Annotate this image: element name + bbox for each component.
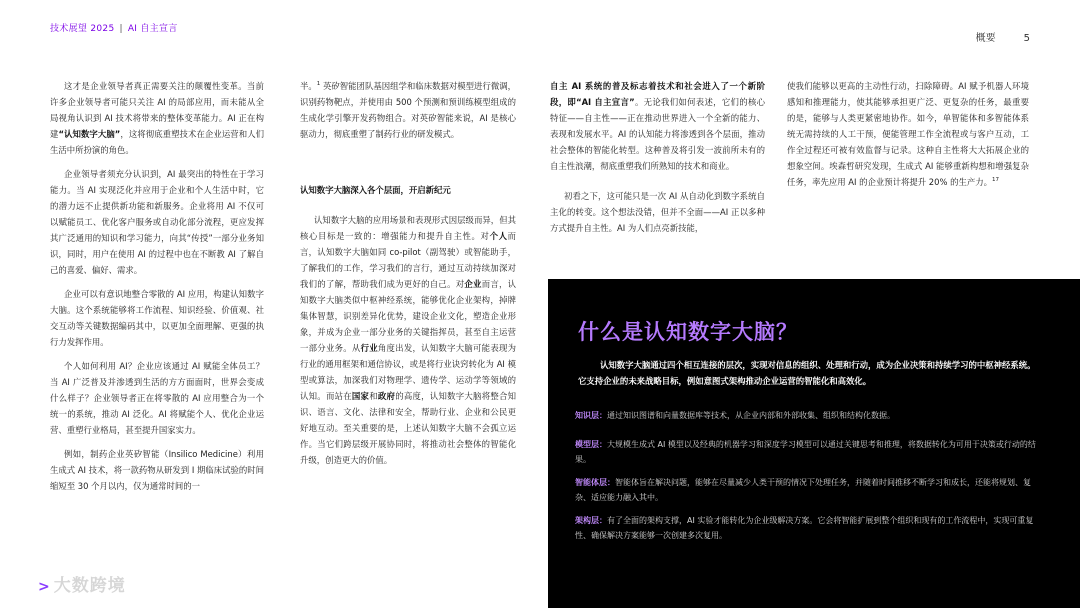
paragraph xyxy=(787,78,1029,190)
panel-title: 什么是认知数字大脑？ xyxy=(578,320,798,344)
text: 英矽智能团队基因组学和临床数据对模型进行微调，识别药物靶点，并使用由 500 个预测和预训练模型组成的生成化学引擎开发药物组合。对英矽智能来说，AI 是核心驱动力，彻底重塑了制药行业的研发模式。 xyxy=(300,81,516,139)
agent-layer xyxy=(575,475,1045,505)
text: 使我们能够以更高的主动性行动，扫除障碍。AI 赋予机器人环境感知和推理能力，使其能够承担更广泛、更复杂的任务，最重要的是，能够与人类更紧密地协作。如今，单智能体和多智能体系统无需持续的人工干预，便能管理工作全流程或与客户互动，工作全过程还可被有效监督与记录。这种自主性将大大拓展企业的想象空间。埃森哲研究发现，生成式 AI 能够重新构想和增强复杂任务，率先应用 AI 的企业预计将提升 20% 的生产力。 xyxy=(787,81,1029,187)
architecture-layer xyxy=(575,513,1045,543)
emphasis: 自主 AI 系统的普及标志着技术和社会进入了一个新阶段，即“AI 自主宣言” xyxy=(550,81,765,107)
paragraph: 企业可以有意识地整合零散的 AI 应用，构建认知数字大脑。这个系统能够将工作流程、知识经验、价值观、社交互动等关键数据编码其中，以更加全面理解、更强的执行力发挥作用。 xyxy=(50,289,264,347)
text: 而言，认知数字大脑类似中枢神经系统，能够优化企业架构，掉牌集体智慧，识别差异化优势，建设企业文化，塑造企业形象，并成为企业一部分业务的关键指挥员，甚至自主运营一部分业务。从 xyxy=(300,279,517,353)
page-label: 概要 xyxy=(975,33,996,44)
header-separator: | xyxy=(119,24,123,34)
watermark-text: 大数跨境 xyxy=(53,576,126,596)
layer-text: 智能体旨在解决问题，能够在尽量减少人类干预的情况下处理任务，并随着时间推移不断学习和成长，还能将规划、复杂、适应能力融入其中。 xyxy=(575,478,1031,502)
text: 角度出发，认知数字大脑可能表现为行业的通用框架和通信协议，或是将行业诀窍转化为 AI 模型或算法，加深我们对物理学、遗传学、运动学等领域的认知。而站在 xyxy=(300,343,517,401)
paragraph: 初看之下，这可能只是一次 AI 从自动化到数字系统自主化的转变。这个想法没错，但并不全面——AI 正以多种方式提升自主性。AI 为人们点亮新技能， xyxy=(550,191,765,233)
paragraph: 例如，制药企业英矽智能（Insilico Medicine）利用生成式 AI 技术，将一款药物从研发到 I 期临床试验的时间缩短至 30 个月以内，仅为通常时间的一 xyxy=(50,449,264,491)
text-column-4 xyxy=(787,78,1029,198)
layer-text: 有了全面的架构支撑，AI 实验才能转化为企业级解决方案。它会将智能扩展到整个组织和现有的工作流程中，实现可重复性、确保解决方案能够一次创建多次复用。 xyxy=(575,516,1034,540)
page-number: 5 xyxy=(1023,33,1030,44)
paragraph xyxy=(300,212,516,468)
layer-name: 架构层： xyxy=(575,516,607,525)
text: ，这将彻底重塑技术在企业运营和人们生活中所扮演的角色。 xyxy=(50,129,265,155)
paragraph: 企业领导者须充分认识到，AI 最突出的特性在于学习能力。当 AI 实现泛化并应用于企业和个人生活中时，它的潜力远不止提供新功能和新服务。企业将用 AI 不仅可以赋能员工、优化客户服务或自动化部分流程，更应发挥其广泛通用的知识和学习能力，向其“传授”一部分业务知识，同时，用户在使用 AI 的过程中也在不断教 AI 了解自己的喜爱、偏好、需求。 xyxy=(50,169,264,275)
layer-name: 知识层： xyxy=(575,411,607,420)
emphasis: 个人 xyxy=(489,231,508,241)
paragraph xyxy=(550,78,765,174)
section-title: AI 自主宣言 xyxy=(127,24,178,34)
text: 。无论我们如何表述，它们的核心特征——自主性——正在推动世界进入一个全新的能力、表现和发展水平。AI 的认知能力将渗透到各个层面，推动社会整体的智能化转型。这种普及将引发一波前所未有的自主性浪潮，彻底重塑我们所熟知的技术和商业。 xyxy=(550,97,766,171)
emphasis: 企业 xyxy=(464,279,482,289)
layer-name: 智能体层： xyxy=(575,478,615,487)
text: 认知数字大脑的应用场景和表现形式因层级而异，但其核心目标是一致的：增强能力和提升自主性。对 xyxy=(300,215,516,241)
text-column-3 xyxy=(550,78,765,244)
text: 的高度，认知数字大脑将整合知识、语言、文化、法律和安全，帮助行业、企业和公民更好地互动。至关重要的是，上述认知数字大脑不会孤立运作。当它们跨层级开展协同时，将推动社会整体的智能化升级，创造更大的价值。 xyxy=(300,391,517,465)
page-indicator xyxy=(976,29,1030,44)
text: 半。 xyxy=(300,81,317,91)
panel-intro: 认知数字大脑通过四个相互连接的层次，实现对信息的组织、处理和行动，成为企业决策和持续学习的中枢神经系统。它支持企业的未来战略目标，例如意图式架构推动企业运营的智能化和高效化。 xyxy=(578,360,1036,386)
paragraph xyxy=(50,78,264,158)
layer-name: 模型层： xyxy=(575,440,607,449)
text: 而言，认知数字大脑如同 co-pilot（副驾驶）或智能助手，了解我们的工作，学习我们的言行，通过互动持续加深对我们的了解，帮助我们成为更好的自己。对 xyxy=(300,231,517,289)
section-heading: 认知数字大脑深入各个层面，开启新纪元 xyxy=(300,185,451,195)
footnote-ref[interactable]: 17 xyxy=(991,177,999,184)
report-title: 技术展望 2025 xyxy=(50,24,115,34)
emphasis: 政府 xyxy=(377,391,396,401)
emphasis: “认知数字大脑” xyxy=(58,129,121,139)
model-layer xyxy=(575,437,1045,467)
watermark-logo xyxy=(38,571,126,596)
paragraph xyxy=(300,78,516,142)
text: 这才是企业领导者真正需要关注的颠覆性变革。当前许多企业领导者可能只关注 AI 的局部应用，而未能从全局视角认识到 AI 技术将带来的整体变革能力。AI 正在构建 xyxy=(50,81,264,139)
footnote-ref[interactable]: 1 xyxy=(316,81,321,88)
cognitive-brain-panel xyxy=(548,279,1080,608)
report-header xyxy=(50,21,178,34)
emphasis: 国家 xyxy=(351,391,370,401)
text-column-2 xyxy=(300,78,516,476)
knowledge-layer xyxy=(575,408,1045,423)
layer-text: 通过知识图谱和向量数据库等技术，从企业内部和外部收集、组织和结构化数据。 xyxy=(607,411,895,420)
text-column-1 xyxy=(50,78,264,502)
emphasis: 行业 xyxy=(360,343,378,353)
layer-text: 大规模生成式 AI 模型以及经典的机器学习和深度学习模型可以通过关键思考和推理，将数据转化为可用于决策或行动的结果。 xyxy=(575,440,1036,464)
text: 和 xyxy=(369,391,378,401)
brand-mark-icon: > xyxy=(38,579,51,595)
paragraph: 个人如何利用 AI？企业应该通过 AI 赋能全体员工？当 AI 广泛普及并渗透到生活的方方面面时，世界会变成什么样子？企业领导者正在将零散的 AI 应用整合为一个统一的系统，推动 AI 泛化。AI 将赋能个人、优化企业运营、重塑行业格局，甚至提升国家实力。 xyxy=(50,361,264,435)
